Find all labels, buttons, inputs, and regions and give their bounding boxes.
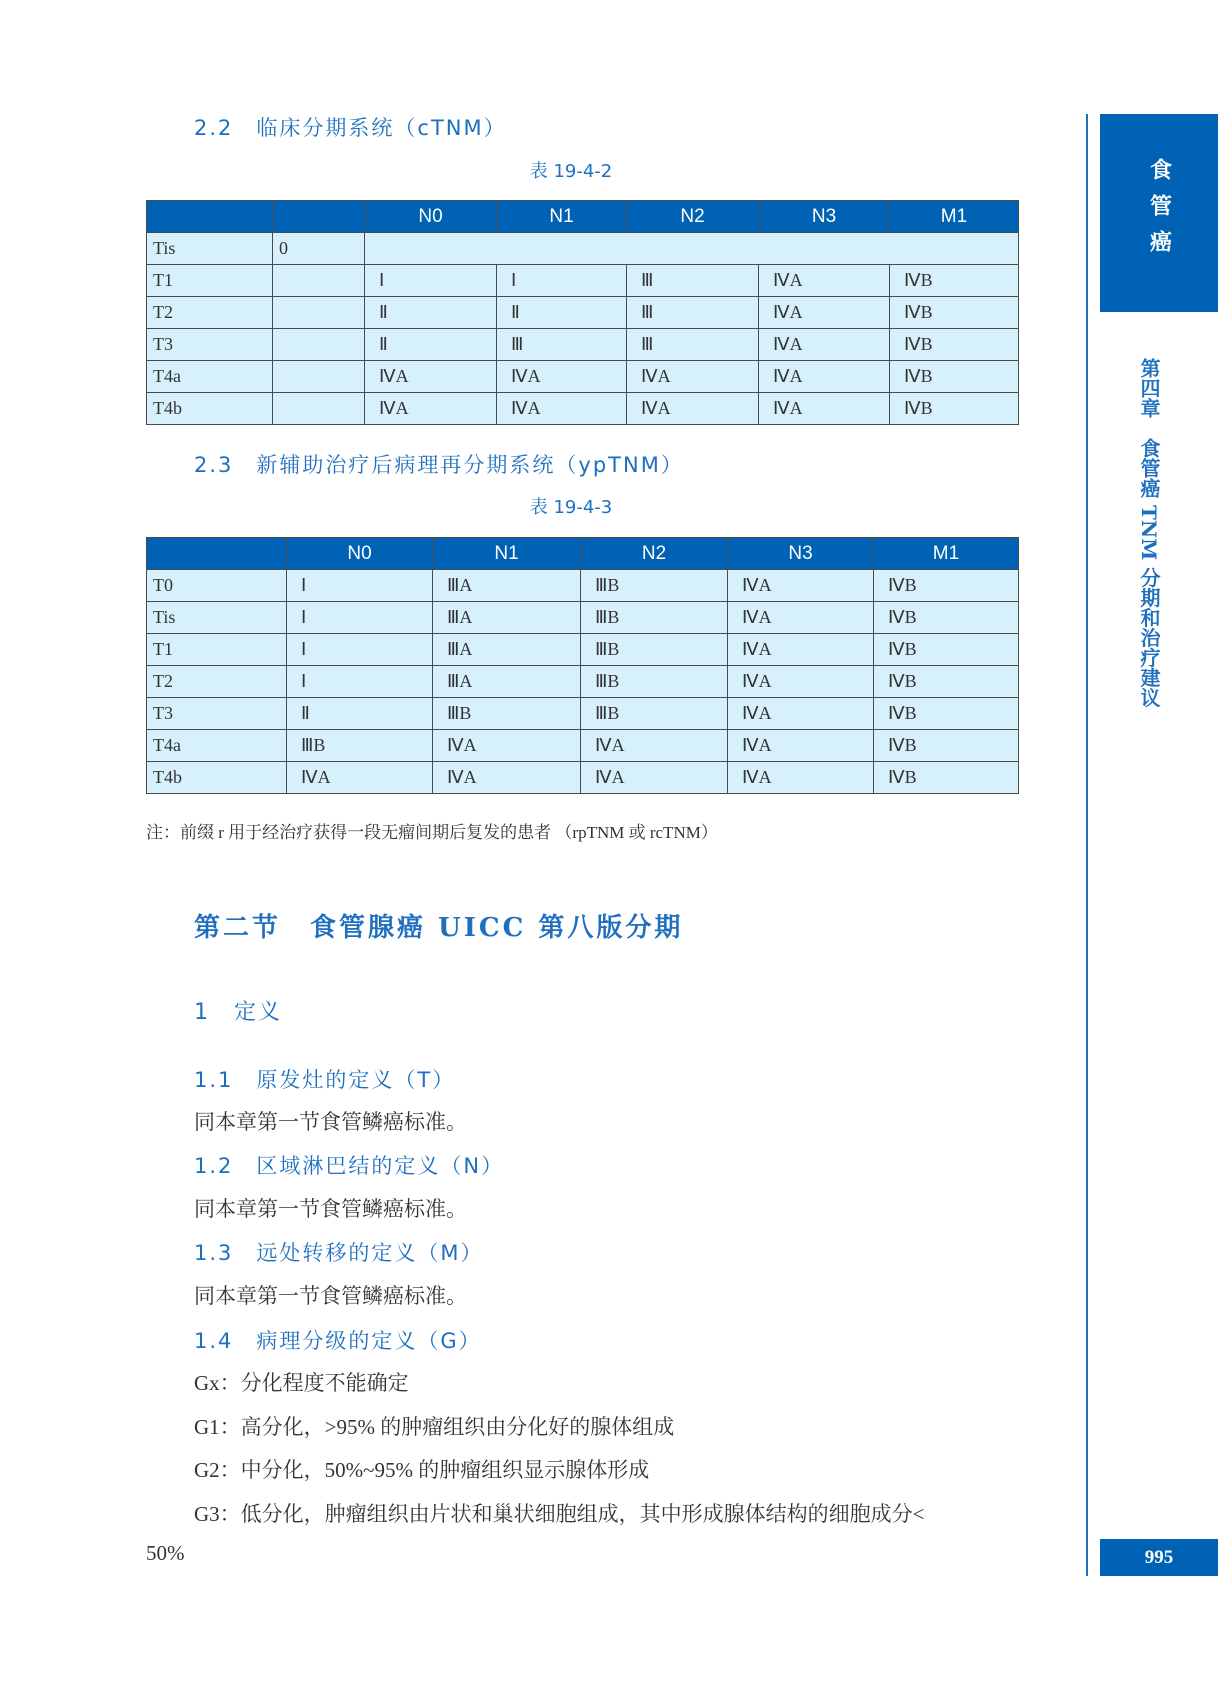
- table-cell: T2: [147, 297, 273, 329]
- heading-1-3: 1.3 远处转移的定义（M）: [194, 1241, 484, 1265]
- heading-1-1: 1.1 原发灶的定义（T）: [194, 1068, 456, 1092]
- table2-caption: 表 19-4-3: [529, 497, 613, 518]
- table-cell: ⅢB: [433, 698, 581, 730]
- table-cell: T4a: [147, 730, 287, 762]
- table-cell: ⅣA: [433, 730, 581, 762]
- table-cell: Ⅲ: [627, 265, 759, 297]
- table-cell: Ⅰ: [287, 666, 433, 698]
- table-cell: Ⅲ: [497, 329, 627, 361]
- table-cell: T3: [147, 329, 273, 361]
- table-cell: ⅣA: [627, 393, 759, 425]
- table-cell: ⅣA: [627, 361, 759, 393]
- m-definition-text: 同本章第一节食管鳞癌标准。: [194, 1284, 467, 1308]
- grade-g3: G3：低分化，肿瘤组织由片状和巢状细胞组成，其中形成腺体结构的细胞成分<: [194, 1502, 925, 1526]
- table-cell: Ⅰ: [287, 634, 433, 666]
- heading-1-4: 1.4 病理分级的定义（G）: [194, 1329, 482, 1353]
- table-cell: ⅣA: [581, 762, 728, 794]
- grade-g2: G2：中分化，50%~95% 的肿瘤组织显示腺体形成: [194, 1458, 650, 1482]
- table-header-row: [147, 538, 1019, 570]
- table-cell: ⅣA: [728, 698, 874, 730]
- table-cell: ⅣA: [287, 762, 433, 794]
- table-cell: Ⅰ: [287, 602, 433, 634]
- table-cell: T4b: [147, 762, 287, 794]
- table-cell: ⅢB: [287, 730, 433, 762]
- table-cell: [273, 361, 365, 393]
- table-cell: Ⅱ: [287, 698, 433, 730]
- table-row: [147, 329, 1019, 361]
- table-cell: ⅣB: [890, 265, 1019, 297]
- table-cell: [273, 297, 365, 329]
- table-cell: ⅣA: [759, 297, 890, 329]
- grade-g1: G1：高分化，>95% 的肿瘤组织由分化好的腺体组成: [194, 1415, 675, 1439]
- table-row: [147, 265, 1019, 297]
- ctnm-table: [146, 200, 1019, 425]
- header-cell: N3: [728, 538, 874, 570]
- header-cell: M1: [874, 538, 1019, 570]
- table-cell: ⅢB: [581, 634, 728, 666]
- grade-gx: Gx：分化程度不能确定: [194, 1371, 409, 1395]
- heading-1: 1 定义: [194, 1000, 282, 1025]
- table-cell: ⅢA: [433, 666, 581, 698]
- table-cell: Ⅰ: [497, 265, 627, 297]
- table-cell: ⅣA: [728, 602, 874, 634]
- table-row: [147, 393, 1019, 425]
- header-cell: [147, 538, 287, 570]
- table-cell: ⅣB: [874, 698, 1019, 730]
- table-cell: ⅣB: [874, 634, 1019, 666]
- table-cell-merged: [365, 233, 1019, 265]
- table-cell: T4b: [147, 393, 273, 425]
- header-cell: [147, 201, 273, 233]
- heading-2-2: 2.2 临床分期系统（cTNM）: [194, 116, 507, 140]
- table-cell: ⅣA: [365, 361, 497, 393]
- table1-caption: 表 19-4-2: [529, 161, 613, 182]
- table-cell: ⅣB: [874, 730, 1019, 762]
- table-cell: [273, 265, 365, 297]
- table-row: [147, 233, 1019, 265]
- table-cell: Ⅱ: [497, 297, 627, 329]
- table-header-row: [147, 201, 1019, 233]
- table-row: [147, 570, 1019, 602]
- table-cell: ⅣA: [728, 730, 874, 762]
- grade-g3-continued: 50%: [146, 1541, 185, 1565]
- table-cell: T4a: [147, 361, 273, 393]
- table-cell: ⅣB: [890, 297, 1019, 329]
- page-number: 995: [1100, 1539, 1218, 1576]
- heading-2-3: 2.3 新辅助治疗后病理再分期系统（ypTNM）: [194, 453, 684, 477]
- table-cell: ⅢA: [433, 634, 581, 666]
- table-cell: ⅣB: [890, 329, 1019, 361]
- table-cell: ⅣA: [759, 361, 890, 393]
- yptnm-table: [146, 537, 1019, 794]
- table-cell: ⅣA: [433, 762, 581, 794]
- table-row: [147, 297, 1019, 329]
- table-cell: Ⅲ: [627, 297, 759, 329]
- table-cell: ⅣA: [728, 762, 874, 794]
- table-cell: ⅣA: [497, 361, 627, 393]
- table-cell: ⅢA: [433, 570, 581, 602]
- table-cell: ⅣB: [874, 602, 1019, 634]
- table-cell: ⅣB: [890, 393, 1019, 425]
- table-cell: T3: [147, 698, 287, 730]
- table-cell: ⅣA: [728, 570, 874, 602]
- table-row: [147, 666, 1019, 698]
- table-cell: Ⅲ: [627, 329, 759, 361]
- table-cell: ⅣA: [759, 329, 890, 361]
- table-cell: T2: [147, 666, 287, 698]
- header-cell: M1: [890, 201, 1019, 233]
- t-definition-text: 同本章第一节食管鳞癌标准。: [194, 1110, 467, 1134]
- table-cell: ⅢB: [581, 570, 728, 602]
- table-cell: ⅢA: [433, 602, 581, 634]
- table-row: [147, 634, 1019, 666]
- table-cell: Tis: [147, 233, 273, 265]
- table-cell: [273, 329, 365, 361]
- table-cell: T1: [147, 634, 287, 666]
- table-row: [147, 730, 1019, 762]
- table-cell: ⅣB: [890, 361, 1019, 393]
- header-cell: N1: [433, 538, 581, 570]
- table-row: [147, 361, 1019, 393]
- header-cell: N1: [497, 201, 627, 233]
- margin-divider: [1086, 114, 1088, 1576]
- table-row: [147, 602, 1019, 634]
- table-cell: Ⅰ: [365, 265, 497, 297]
- header-cell: N0: [365, 201, 497, 233]
- table-cell: ⅣA: [728, 634, 874, 666]
- header-cell: N3: [759, 201, 890, 233]
- table-cell: Tis: [147, 602, 287, 634]
- chapter-tab: [1100, 114, 1218, 312]
- table-cell: ⅣB: [874, 666, 1019, 698]
- table-cell: Ⅰ: [287, 570, 433, 602]
- header-cell: N0: [287, 538, 433, 570]
- table-cell: ⅢB: [581, 666, 728, 698]
- table-cell: ⅣA: [581, 730, 728, 762]
- table-row: [147, 698, 1019, 730]
- table-cell: ⅢB: [581, 698, 728, 730]
- heading-1-2: 1.2 区域淋巴结的定义（N）: [194, 1154, 505, 1178]
- header-cell: N2: [581, 538, 728, 570]
- table-cell: T1: [147, 265, 273, 297]
- section-title: 第二节 食管腺癌 UICC 第八版分期: [194, 913, 684, 943]
- table-cell: ⅣA: [497, 393, 627, 425]
- table-cell: ⅣA: [759, 393, 890, 425]
- n-definition-text: 同本章第一节食管鳞癌标准。: [194, 1197, 467, 1221]
- table-cell: ⅢB: [581, 602, 728, 634]
- table-cell: ⅣA: [728, 666, 874, 698]
- table-cell: [273, 393, 365, 425]
- table-cell: ⅣB: [874, 570, 1019, 602]
- table-cell: ⅣB: [874, 762, 1019, 794]
- header-cell: [273, 201, 365, 233]
- chapter-running-title: 第四章 食管癌 TNM 分期和治疗建议: [1137, 358, 1161, 708]
- table-cell: Ⅱ: [365, 297, 497, 329]
- table-cell: ⅣA: [759, 265, 890, 297]
- chapter-tab-label: 食管癌: [1146, 158, 1172, 266]
- table-row: [147, 762, 1019, 794]
- table-note: 注：前缀 r 用于经治疗获得一段无瘤间期后复发的患者 （rpTNM 或 rcTNM）: [146, 823, 718, 842]
- header-cell: N2: [627, 201, 759, 233]
- table-cell: 0: [273, 233, 365, 265]
- table-cell: T0: [147, 570, 287, 602]
- table-cell: ⅣA: [365, 393, 497, 425]
- table-cell: Ⅱ: [365, 329, 497, 361]
